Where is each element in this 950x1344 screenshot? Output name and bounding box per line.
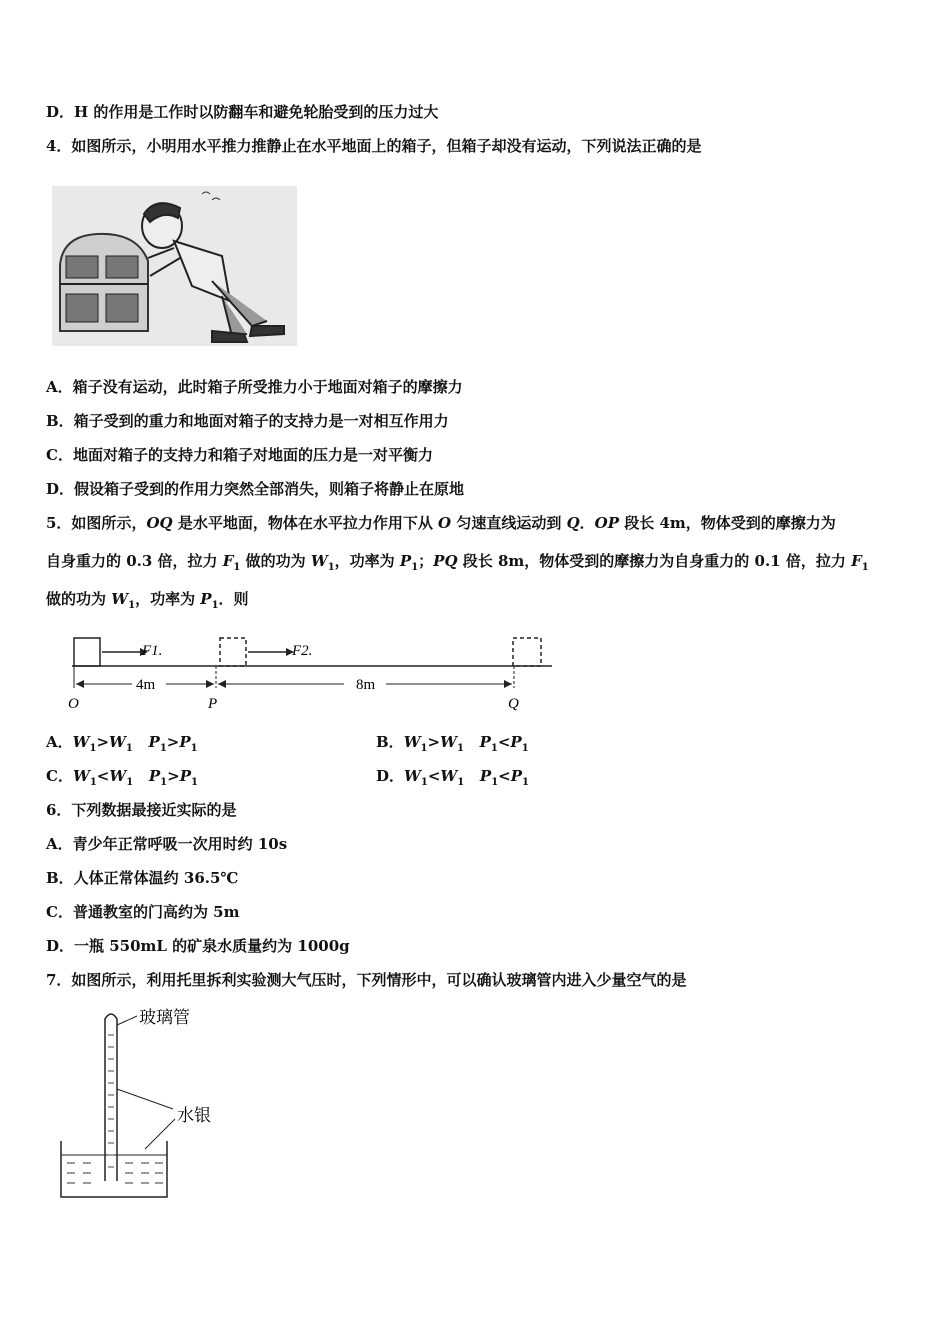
- chest-illustration: [60, 234, 148, 331]
- q4-stem: 4．如图所示，小明用水平推力推静止在水平地面上的箱子，但箱子却没有运动，下列说法正确的是: [46, 137, 702, 155]
- q5-stem-line1: 5．如图所示，OQ 是水平地面，物体在水平拉力作用下从 O 匀速直线运动到 Q．OP 段长 4m，物体受到的摩擦力为: [46, 514, 836, 532]
- q6-option-b: B．人体正常体温约 36.5℃: [46, 869, 239, 887]
- q4-option-c: C．地面对箱子的支持力和箱子对地面的压力是一对平衡力: [46, 446, 433, 464]
- q4-option-d: D．假设箱子受到的作用力突然全部消失，则箱子将静止在原地: [46, 480, 465, 498]
- label-mercury: 水银: [177, 1106, 211, 1126]
- q5-option-a: A．$W_1>W_1$ $P_1>P_1$: [46, 733, 198, 754]
- q6-option-a: A．青少年正常呼吸一次用时约 10s: [46, 835, 288, 853]
- pushing-box-figure: [52, 186, 297, 346]
- mercury-trough: [61, 1141, 167, 1197]
- distance-4m: 4m: [136, 677, 156, 693]
- force-f2-label: F2.: [292, 643, 313, 659]
- q6-stem: 6．下列数据最接近实际的是: [46, 801, 237, 819]
- point-q: Q: [508, 696, 519, 712]
- q5-option-d: D．$W_1<W_1$ $P_1<P_1$: [376, 767, 529, 788]
- q6-option-c: C．普通教室的门高约为 5m: [46, 903, 240, 921]
- q5-option-c: C．$W_1<W_1$ $P_1>P_1$: [46, 767, 198, 788]
- q5-stem-line3: 做的功为 $W_1$，功率为 $P_1$．则: [46, 590, 249, 611]
- box-at-o: [74, 638, 100, 666]
- q5-option-b: B．$W_1>W_1$ $P_1<P_1$: [376, 733, 529, 754]
- q6-option-d: D．一瓶 550mL 的矿泉水质量约为 1000g: [46, 937, 350, 955]
- torricelli-apparatus: [55, 1005, 245, 1205]
- distance-8m: 8m: [356, 677, 376, 693]
- box-at-q: [513, 638, 541, 666]
- glass-tube: [105, 1014, 117, 1181]
- label-glass-tube: 玻璃管: [139, 1008, 190, 1028]
- q4-option-a: A．箱子没有运动，此时箱子所受推力小于地面对箱子的摩擦力: [46, 378, 463, 396]
- force-f1-label: F1.: [142, 643, 163, 659]
- point-o: O: [68, 696, 79, 712]
- box-at-p: [220, 638, 246, 666]
- point-p: P: [208, 696, 218, 712]
- q4-option-b: B．箱子受到的重力和地面对箱子的支持力是一对相互作用力: [46, 412, 449, 430]
- q7-stem: 7．如图所示，利用托里拆利实验测大气压时，下列情形中，可以确认玻璃管内进入少量空气的是: [46, 971, 687, 989]
- q3-option-d: D．H 的作用是工作时以防翻车和避免轮胎受到的压力过大: [46, 103, 439, 121]
- motion-diagram: [60, 630, 560, 715]
- q5-stem-line2: 自身重力的 0.3 倍，拉力 $F_1$ 做的功为 $W_1$，功率为 $P_1$；PQ 段长 8m，物体受到的摩擦力为自身重力的 0.1 倍，拉力 $F_1$: [46, 552, 869, 573]
